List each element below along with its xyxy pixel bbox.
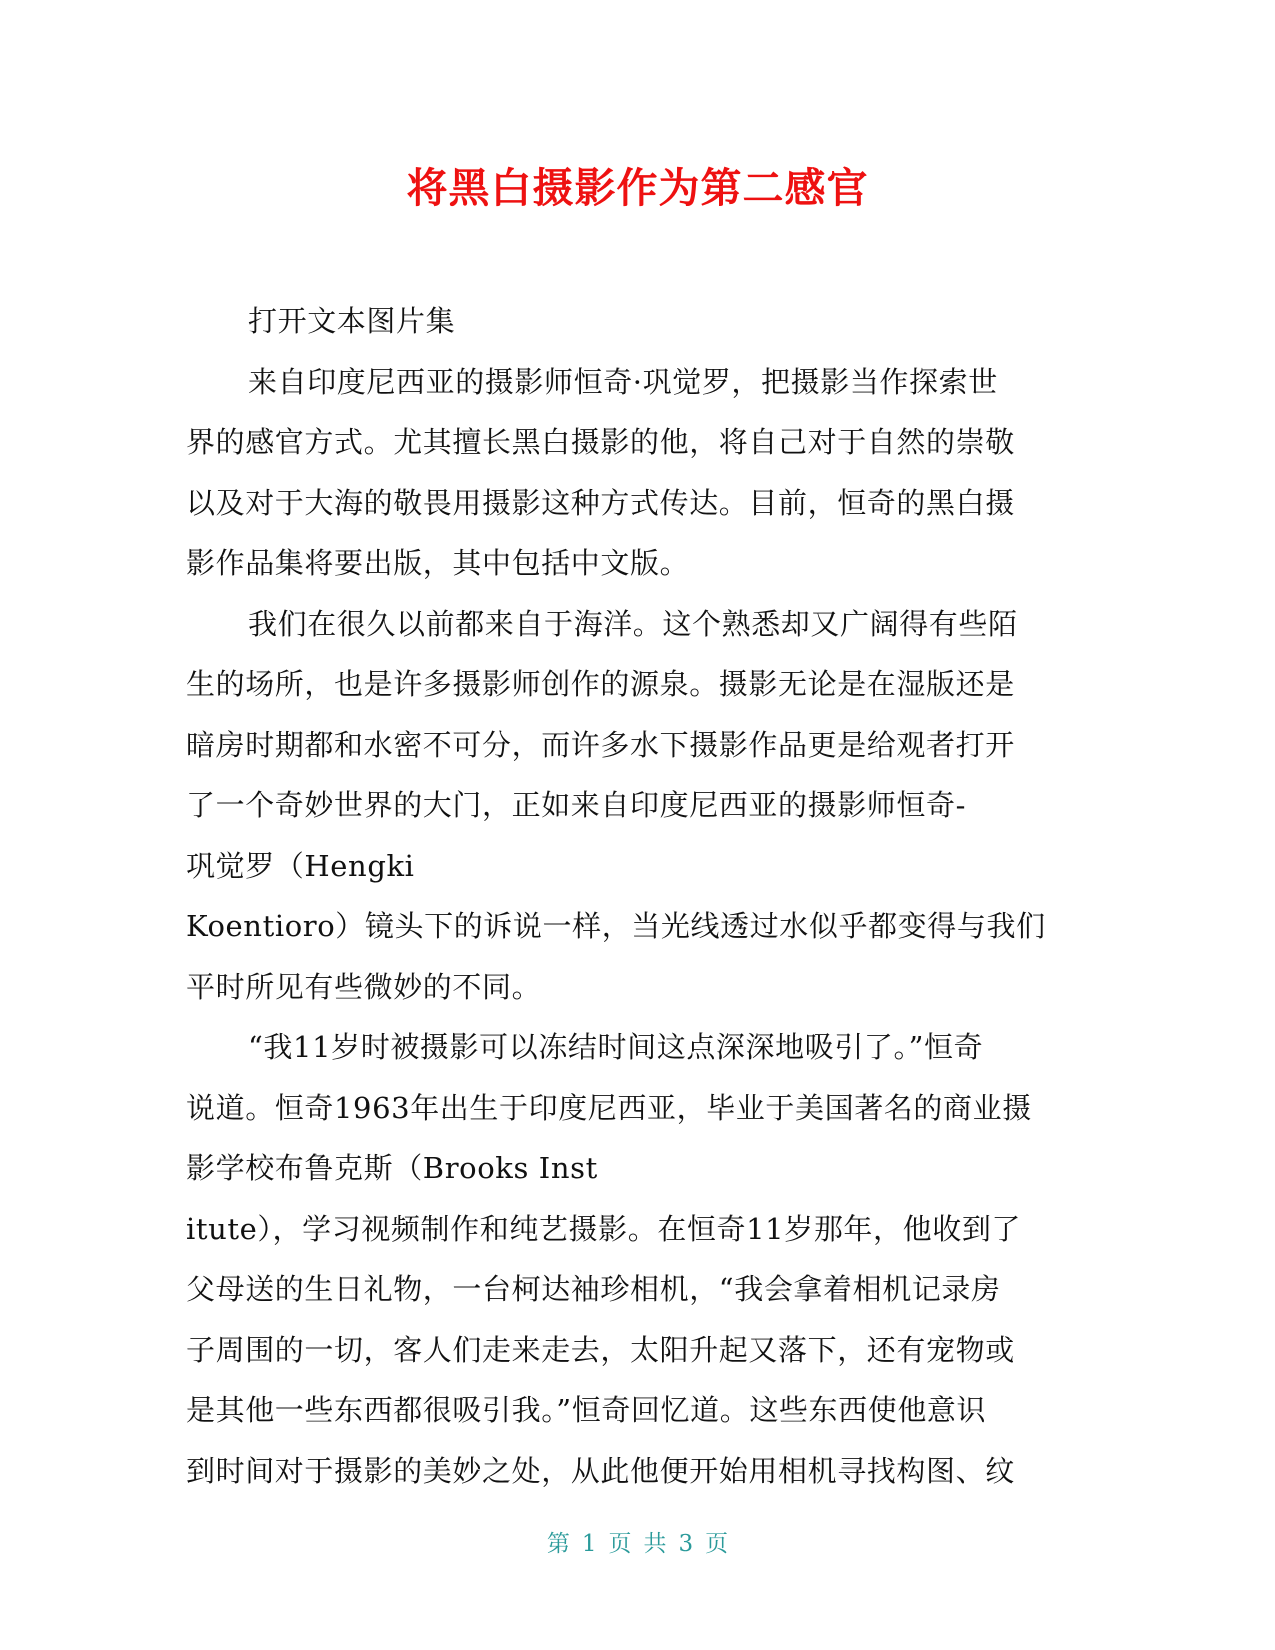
text-line: itute），学习视频制作和纯艺摄影。在恒奇11岁那年，他收到了 [186, 1211, 1022, 1246]
footer-total-pages: 3 [678, 1531, 694, 1557]
text-line: 打开文本图片集 [248, 304, 456, 338]
footer-page-word: 页 [608, 1531, 632, 1557]
text-line: 平时所见有些微妙的不同。 [186, 969, 542, 1004]
footer-suffix: 页 [705, 1531, 729, 1557]
text-line: 我们在很久以前都来自于海洋。这个熟悉却又广阔得有些陌 [248, 606, 1018, 641]
text-line: 来自印度尼西亚的摄影师恒奇·巩觉罗，把摄影当作探索世 [248, 364, 998, 399]
text-line: 到时间对于摄影的美妙之处，从此他便开始用相机寻找构图、纹 [186, 1453, 1015, 1488]
text-line: 暗房时期都和水密不可分，而许多水下摄影作品更是给观者打开 [186, 727, 1015, 762]
document-body [186, 291, 1066, 1501]
text-line: 父母送的生日礼物，一台柯达袖珍相机，“我会拿着相机记录房 [186, 1272, 1001, 1306]
footer-prefix: 第 [546, 1531, 570, 1557]
text-line: 是其他一些东西都很吸引我。”恒奇回忆道。这些东西使他意识 [186, 1393, 987, 1427]
text-line: “我11岁时被摄影可以冻结时间这点深深地吸引了。”恒奇 [248, 1030, 984, 1064]
text-line: 影学校布鲁克斯（Brooks Inst [186, 1151, 598, 1185]
text-line: 影作品集将要出版，其中包括中文版。 [186, 546, 690, 580]
text-line: 说道。恒奇1963年出生于印度尼西亚，毕业于美国著名的商业摄 [186, 1090, 1032, 1125]
text-line: 界的感官方式。尤其擅长黑白摄影的他，将自己对于自然的崇敬 [186, 425, 1015, 459]
text-line: 子周围的一切，客人们走来走去，太阳升起又落下，还有宠物或 [186, 1332, 1015, 1367]
text-line: 巩觉罗（Hengki [186, 848, 415, 883]
footer-current-page: 1 [581, 1531, 597, 1557]
page-title: 将黑白摄影作为第二感官 [406, 164, 869, 212]
text-line: 了一个奇妙世界的大门，正如来自印度尼西亚的摄影师恒奇- [186, 788, 966, 822]
text-line: 生的场所，也是许多摄影师创作的源泉。摄影无论是在湿版还是 [186, 667, 1015, 701]
text-line: Koentioro）镜头下的诉说一样，当光线透过水似乎都变得与我们 [186, 909, 1046, 943]
footer-total-prefix: 共 [643, 1531, 667, 1557]
text-line: 以及对于大海的敬畏用摄影这种方式传达。目前，恒奇的黑白摄 [186, 485, 1015, 520]
page-footer [0, 1528, 1275, 1560]
